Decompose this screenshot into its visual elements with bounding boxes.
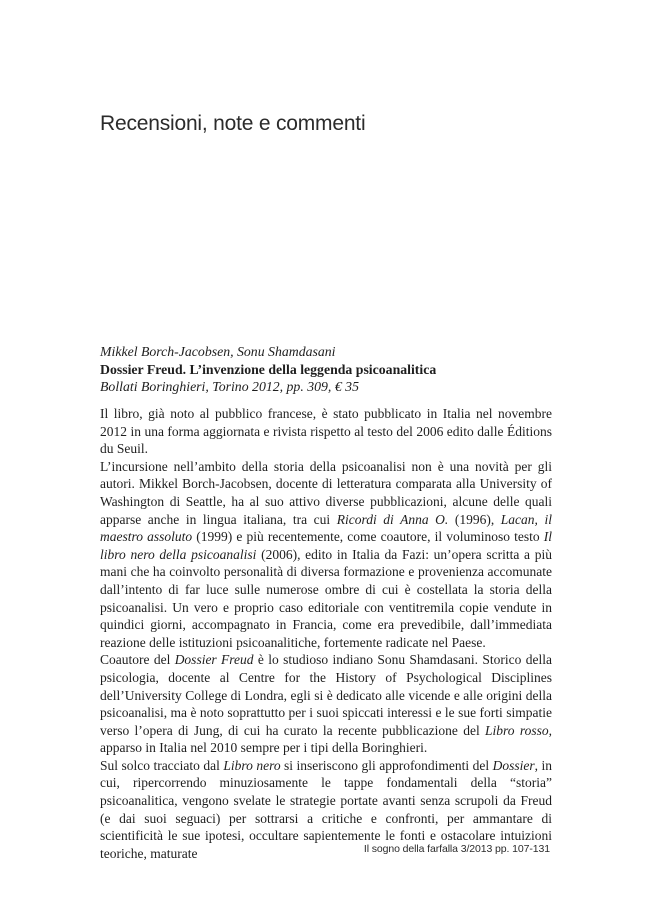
text-run: si inseriscono gli approfondimenti del xyxy=(280,757,493,773)
body-paragraph xyxy=(100,405,552,458)
italic-title-run: Ricordi di Anna O. xyxy=(336,511,449,527)
text-run: è lo studioso indiano Sonu Shamdasani. Storico della psicologia, docente al Centre for the History of Psychological Disciplines dell’University College di Londra, egli si è dedicato alle vicende e alle origini della psicoanalisi, ma è noto soprattutto per i suoi spiccati interessi e le sue forti simpatie verso l’opera di Jung, di cui ha curato la recente pubblicazione del xyxy=(100,652,552,738)
text-run: Coautore del xyxy=(100,652,175,668)
review-authors: Mikkel Borch-Jacobsen, Sonu Shamdasani xyxy=(100,344,336,359)
italic-title-run: Libro rosso xyxy=(485,722,549,738)
review-header xyxy=(100,343,550,396)
text-run: L’incursione nell’ambito della storia della psicoanalisi non è una novità per gli autori. Mikkel Borch-Jacobsen, docente di letteratura comparata alla University of Washington di Seattle, ha al suo attivo diverse pubblicazioni, alcune delle quali apparse anche in lingua italiana, tra cui xyxy=(100,458,552,527)
text-run: Il libro, già noto al pubblico francese, è stato pubblicato in Italia nel novembre 2012 in una forma aggiornata e rivista rispetto al testo del 2006 edito dalle Éditions du Seuil. xyxy=(100,406,552,457)
text-run: , in cui, ripercorrendo minuziosamente le tappe fondamentali della “storia” psicoanalitica, vengono svelate le strategie portate avanti senza scrupoli da Freud (e dai suoi seguaci) per sottrarsi a critiche e confronti, per ammantare di scientificità le sue ipotesi, occultare sapientemente le fonti e ostacolare intuizioni teoriche, maturate xyxy=(100,757,552,861)
italic-title-run: Dossier xyxy=(492,757,535,773)
review-body xyxy=(100,405,552,862)
page-footer: Il sogno della farfalla 3/2013 pp. 107-131 xyxy=(363,843,550,855)
text-run: , apparso in Italia nel 2010 sempre per i tipi della Boringhieri. xyxy=(100,722,552,756)
italic-title-run: Dossier Freud xyxy=(174,652,254,668)
text-run: (2006), edito in Italia da Fazi: un’opera scritta a più mani che ha coinvolto personalità di diversa formazione e provenienza accomunate dall’intento di far luce sulle numerose ombre di cui è costellata la storia della psicoanalisi. Un vero e proprio caso editoriale con ventitremila copie vendute in quindici giorni, accompagnato in Francia, come era prevedibile, dall’immediata reazione delle istituzioni psicoanalitiche, fortemente radicate nel Paese. xyxy=(100,546,552,650)
italic-title-run: Libro nero xyxy=(223,757,281,773)
section-title: Recensioni, note e commenti xyxy=(100,112,366,135)
italic-title-run: Lacan, il maestro assoluto xyxy=(100,511,552,545)
text-run: Sul solco tracciato dal xyxy=(100,757,224,773)
body-paragraph xyxy=(100,651,552,757)
review-book-title: Dossier Freud. L’invenzione della leggenda psicoanalitica xyxy=(100,361,437,377)
body-paragraph xyxy=(100,458,552,652)
italic-title-run: Il libro nero della psicoanalisi xyxy=(100,529,552,562)
review-publisher: Bollati Boringhieri, Torino 2012, pp. 309, € 35 xyxy=(100,379,359,394)
text-run: (1996), xyxy=(448,511,501,527)
text-run: (1999) e più recentemente, come coautore, il voluminoso testo xyxy=(192,529,544,545)
